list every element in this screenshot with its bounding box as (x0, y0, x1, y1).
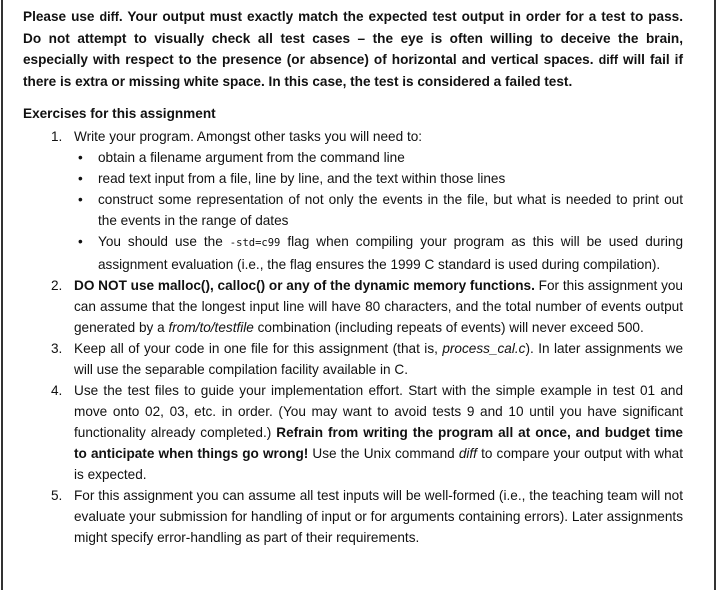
document-body (23, 6, 683, 548)
exercise-item-2: 2. DO NOT use malloc(), calloc() or any of the dynamic memory functions. For this assignment you can assume that the longest input line will have 80 characters, and the total number of events output generated by a from/to/testfile combination (including repeats of events) will never exceed 500. (51, 278, 683, 335)
intro-paragraph: Please use diff. Your output must exactly match the expected test output in order for a test to pass. Do not attempt to visually check all test cases – the eye is often willing to deceive the brain, especially with respect to the presence (or absence) of horizontal and vertical spaces. diff will fail if there is extra or missing white space. In this case, the test is considered a failed test. (23, 9, 683, 89)
exercise-item-3: 3. Keep all of your code in one file for this assignment (that is, process_cal.c). In later assignments we will use the separable compilation facility available in C. (51, 341, 683, 377)
subtask-item: • read text input from a file, line by line, and the text within those lines (78, 171, 506, 186)
subtask-item: • obtain a filename argument from the command line (78, 150, 405, 165)
subtask-item: • construct some representation of not only the events in the file, but what is needed to print out the events in the range of dates (78, 192, 683, 228)
exercise-item-4: 4. Use the test files to guide your implementation effort. Start with the simple example in test 01 and move onto 02, 03, etc. in order. (You may want to avoid tests 9 and 10 until you have significant functionality already completed.) Refrain from writing the program all at once, and budget time to anticipate when things go wrong! Use the Unix command diff to compare your output with what is expected. (51, 383, 683, 482)
exercise-item-1: 1. Write your program. Amongst other tasks you will need to: • obtain a filename argument from the command line • read text input from a file, line by line, and the text within those lines • construct some representation of not only the events in the file, but what is needed to print out the events in the range of dates • You should use the -std=c99 flag when compiling your program as this will be used during assignment evaluation (i.e., the flag ensures the 1999 C standard is used during compilation). (23, 126, 683, 275)
exercise-list (23, 126, 683, 548)
subtask-item: • You should use the -std=c99 flag when compiling your program as this will be used during assignment evaluation (i.e., the flag ensures the 1999 C standard is used during compilation). (78, 234, 683, 272)
subtask-list (74, 147, 683, 275)
compiler-flag: -std=c99 (229, 237, 281, 249)
exercise-item-5: 5. For this assignment you can assume all test inputs will be well-formed (i.e., the teaching team will not evaluate your submission for handling of input or for arguments containing errors). Later assignments might specify error-handling as part of their requirements. (51, 488, 683, 545)
section-title: Exercises for this assignment (23, 106, 216, 121)
